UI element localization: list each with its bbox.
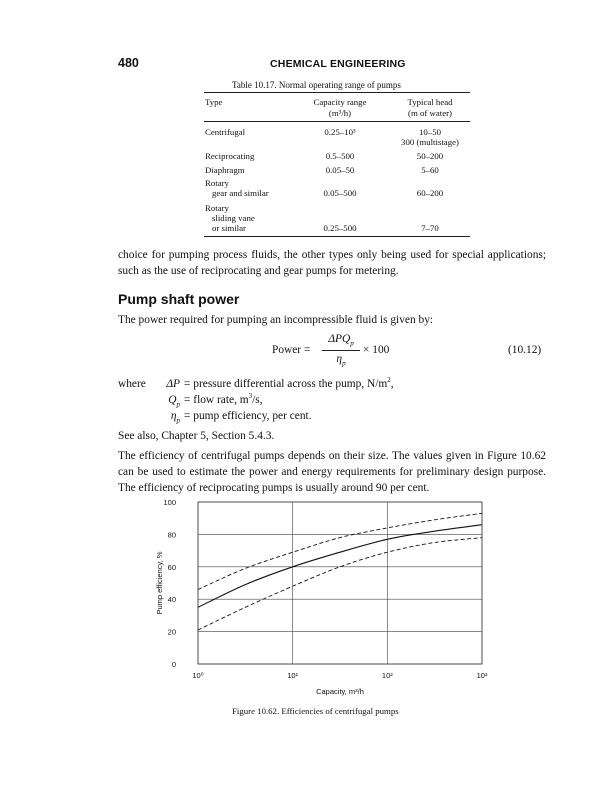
efficiency-chart xyxy=(140,494,520,702)
table-caption: Table 10.17. Normal operating range of pumps xyxy=(232,80,401,90)
paragraph-efficiency: The efficiency of centrifugal pumps depends on their size. The values given in Figure 10.62 can be used to estimate the power and energy requirements for preliminary design purpose. The efficiency of reciprocating pumps is usually around 90 per cent. xyxy=(118,450,546,494)
x-tick-label: 10⁰ xyxy=(192,671,204,680)
table-header-capacity-unit: (m³/h) xyxy=(328,108,352,118)
where-definition-q: = flow rate, $m^3/s$, xyxy=(184,392,263,406)
x-axis-label: Capacity, m³/h xyxy=(316,687,364,696)
table-cell-head: 50–200 xyxy=(416,151,444,161)
chart-svg xyxy=(140,494,520,702)
y-tick-label: 0 xyxy=(171,660,176,669)
y-tick-label: 40 xyxy=(167,595,176,605)
y-tick-label: 20 xyxy=(167,627,176,637)
table-bottom-rule xyxy=(204,236,470,237)
paragraph-see-also: See also, Chapter 5, Section 5.4.3. xyxy=(118,430,275,442)
table-header-capacity: Capacity range xyxy=(313,97,367,107)
equation-numerator: $\Delta PQ_p$ xyxy=(328,333,354,348)
table-cell-head: 60–200 xyxy=(416,188,444,198)
x-tick-label: 10¹ xyxy=(287,671,299,680)
where-definition-eta: = pump efficiency, per cent. xyxy=(184,410,312,422)
table-cell-capacity: 0.5–500 xyxy=(325,151,355,161)
where-symbol-q: $Q_p$ xyxy=(168,394,180,409)
table-cell-type-detail: gear and similar xyxy=(212,188,269,198)
table-header-type: Type xyxy=(205,97,223,107)
paragraph-continuation: choice for pumping process fluids, the other types only being used for special applications; such as the use of reciprocating and gear pumps for metering. xyxy=(118,249,546,277)
page-number: 480 xyxy=(118,56,139,70)
table-cell-capacity: 0.25–500 xyxy=(323,223,357,233)
y-axis-label: Pump efficiency, % xyxy=(155,551,164,615)
table-cell-type: Rotary xyxy=(205,178,229,188)
table-cell-head-multistage: 300 (multistage) xyxy=(401,137,459,147)
paragraph-power-intro: The power required for pumping an incompressible fluid is given by: xyxy=(118,314,434,326)
series-line-upper xyxy=(198,513,482,589)
table-header-rule xyxy=(204,121,470,122)
figure-caption: Figure 10.62. Efficiencies of centrifugal pumps xyxy=(232,706,399,716)
table-cell-type: Diaphragm xyxy=(205,165,245,175)
y-tick-label: 100 xyxy=(163,498,176,507)
table-cell-head: 7–70 xyxy=(421,223,439,233)
table-cell-type: Rotary xyxy=(205,203,229,213)
equation-number: (10.12) xyxy=(508,344,542,356)
table-cell-type-detail: sliding vane xyxy=(212,213,255,223)
table-header-head-unit: (m of water) xyxy=(408,108,452,118)
section-heading: Pump shaft power xyxy=(118,291,240,307)
equation-fraction-bar xyxy=(322,350,360,351)
where-symbol-dp: ΔP xyxy=(166,378,180,390)
running-title: CHEMICAL ENGINEERING xyxy=(270,58,406,70)
x-tick-label: 10² xyxy=(381,671,393,680)
table-top-rule xyxy=(204,92,470,93)
table-cell-capacity: 0.05–500 xyxy=(323,188,357,198)
table-cell-type: Reciprocating xyxy=(205,151,255,161)
y-tick-label: 60 xyxy=(167,562,176,572)
equation-lhs: Power = xyxy=(272,344,311,356)
series-line-lower xyxy=(198,538,482,630)
x-tick-label: 10³ xyxy=(476,671,488,680)
where-symbol-eta: $\eta_p$ xyxy=(170,410,180,425)
y-tick-label: 80 xyxy=(167,530,176,540)
table-cell-type-detail: or similar xyxy=(212,223,246,233)
plot-frame xyxy=(198,502,482,664)
table-cell-capacity: 0.05–50 xyxy=(325,165,355,175)
series-line-mean xyxy=(198,525,482,608)
table-header-head: Typical head xyxy=(407,97,453,107)
where-label: where xyxy=(118,378,146,390)
table-cell-capacity: 0.25–10³ xyxy=(324,127,356,137)
equation-denominator: $\eta_p$ xyxy=(336,353,346,368)
where-definition-dp: = pressure differential across the pump, $N/m^2$, xyxy=(184,376,394,390)
table-cell-type: Centrifugal xyxy=(205,127,246,137)
equation-times-100: × 100 xyxy=(363,344,390,356)
table-cell-head: 10–50 xyxy=(419,127,441,137)
table-cell-head: 5–60 xyxy=(421,165,439,175)
